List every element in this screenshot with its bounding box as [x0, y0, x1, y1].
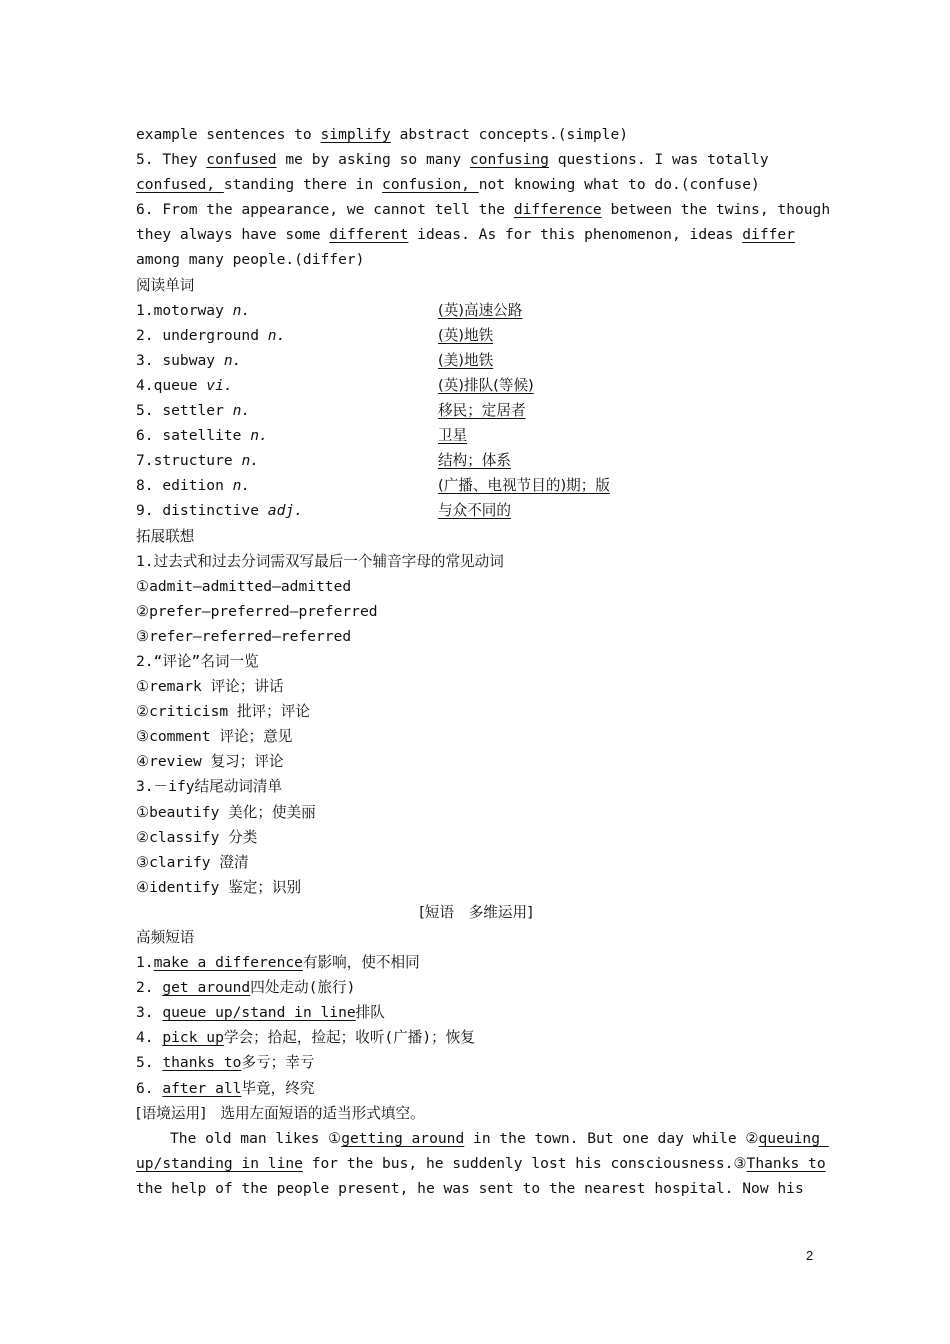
vocab-item [136, 298, 816, 323]
text: me by asking so many [276, 151, 470, 169]
vocab-word: 5. settler n. [136, 402, 251, 420]
text-line [136, 147, 816, 172]
phrase-text: pick up [162, 1029, 224, 1047]
vocab-item [136, 348, 816, 373]
phrase-text: queue up/stand in line [162, 1004, 356, 1022]
answer-blank: getting around [341, 1129, 465, 1147]
phrase-item: 3. queue up/stand in line排队 [136, 1004, 385, 1022]
vocab-meaning: (英)排队(等候) [438, 376, 534, 394]
text-line [136, 197, 831, 222]
text: questions. I was totally [548, 151, 769, 169]
expand-line: ④review 复习；评论 [136, 753, 284, 771]
vocab-meaning: (广播、电视节目的)期；版 [438, 477, 610, 495]
vocab-item [136, 373, 816, 398]
text: standing there in [223, 176, 383, 194]
vocab-meaning: (英)地铁 [438, 326, 494, 344]
page-number: 2 [806, 1248, 814, 1263]
phrase-item: 6. after all毕竟，终究 [136, 1079, 315, 1097]
vocab-word: 2. underground n. [136, 326, 286, 344]
vocab-meaning: 与众不同的 [438, 502, 511, 520]
answer-blank: difference [513, 201, 602, 219]
vocab-word: 8. edition n. [136, 477, 251, 495]
answer-blank: confused, [136, 176, 224, 194]
expand-line: 1.过去式和过去分词需双写最后一个辅音字母的常见动词 [136, 552, 504, 570]
vocab-meaning: (英)高速公路 [438, 301, 523, 319]
phrase-item: 1.make a difference有影响，使不相同 [136, 954, 420, 972]
text: 6. From the appearance, we cannot tell the [136, 201, 514, 219]
phrase-text: after all [162, 1079, 242, 1097]
phrase-text: make a difference [153, 954, 303, 972]
text: abstract concepts.(simple) [390, 126, 629, 143]
answer-blank: up/standing in line [136, 1154, 303, 1172]
expand-heading: 拓展联想 [136, 527, 195, 545]
expand-line: ③clarify 澄清 [136, 853, 249, 871]
phrase-text: get around [162, 979, 251, 997]
vocab-meaning: 移民；定居者 [438, 402, 526, 420]
vocab-meaning: 卫星 [438, 427, 468, 445]
expand-line: 3.－ify结尾动词清单 [136, 778, 283, 796]
exercise-instruction: [语境运用] 选用左面短语的适当形式填空。 [136, 1104, 425, 1122]
vocab-list [136, 298, 816, 524]
phrase-item: 5. thanks to多亏；幸亏 [136, 1054, 315, 1072]
expand-line: ②classify 分类 [136, 828, 258, 846]
text-line [136, 172, 816, 197]
reading-words-heading: 阅读单词 [136, 276, 195, 294]
phrase-list [136, 950, 816, 1101]
vocab-word: 4.queue vi. [136, 376, 233, 394]
expand-line: 2.“评论”名词一览 [136, 652, 259, 670]
text-line [136, 122, 816, 147]
passage-line: the help of the people present, he was sent to the nearest hospital. Now his [136, 1179, 804, 1197]
document-page [136, 122, 831, 1201]
text: example sentences to [136, 126, 321, 143]
text: not knowing what to do.(confuse) [478, 176, 760, 194]
vocab-word: 6. satellite n. [136, 427, 268, 445]
text: they always have some [136, 226, 330, 244]
answer-blank: confusion, [382, 176, 479, 194]
section-title: [短语 多维运用] [419, 903, 533, 921]
answer-blank: confusing [469, 151, 549, 169]
vocab-word: 1.motorway n. [136, 301, 251, 319]
text-line [136, 222, 816, 247]
vocab-item [136, 498, 816, 523]
phrase-item: 4. pick up学会；拾起，捡起；收听(广播)；恢复 [136, 1029, 475, 1047]
vocab-item [136, 398, 816, 423]
answer-blank: differ [742, 226, 795, 244]
phrase-text: thanks to [162, 1054, 242, 1072]
vocab-meaning: (美)地铁 [438, 351, 494, 369]
vocab-word: 9. distinctive adj. [136, 502, 303, 520]
text: 5. They [136, 151, 207, 169]
text: ideas. As for this phenomenon, ideas [408, 226, 743, 244]
expand-line: ②prefer—preferred—preferred [136, 602, 378, 620]
vocab-item [136, 448, 816, 473]
vocab-meaning: 结构；体系 [438, 452, 511, 470]
passage-line: up/standing in line for the bus, he suddenly lost his consciousness.③Thanks to [136, 1154, 826, 1172]
expand-line: ②criticism 批评；评论 [136, 703, 310, 721]
vocab-word: 7.structure n. [136, 452, 260, 470]
vocab-item [136, 423, 816, 448]
vocab-item [136, 473, 816, 498]
expand-line: ③refer—referred—referred [136, 627, 352, 645]
expand-line: ③comment 评论；意见 [136, 728, 293, 746]
text: between the twins, though [601, 201, 831, 219]
answer-blank: queuing [758, 1129, 829, 1147]
phrase-item: 2. get around四处走动(旅行) [136, 979, 356, 997]
vocab-item [136, 323, 816, 348]
answer-blank: confused [206, 151, 277, 169]
expand-line: ①remark 评论；讲话 [136, 678, 284, 696]
passage-line: The old man likes ①getting around in the town. But one day while ②queuing [170, 1129, 829, 1147]
answer-blank: different [329, 226, 409, 244]
phrases-heading: 高频短语 [136, 929, 195, 946]
expand-line: ①admit—admitted—admitted [136, 577, 352, 595]
expand-line: ④identify 鉴定；识别 [136, 878, 302, 896]
answer-blank: Thanks to [746, 1154, 826, 1172]
text-line: among many people.(differ) [136, 251, 365, 269]
vocab-word: 3. subway n. [136, 351, 242, 369]
answer-blank: simplify [320, 126, 391, 143]
expand-line: ①beautify 美化；使美丽 [136, 803, 316, 821]
